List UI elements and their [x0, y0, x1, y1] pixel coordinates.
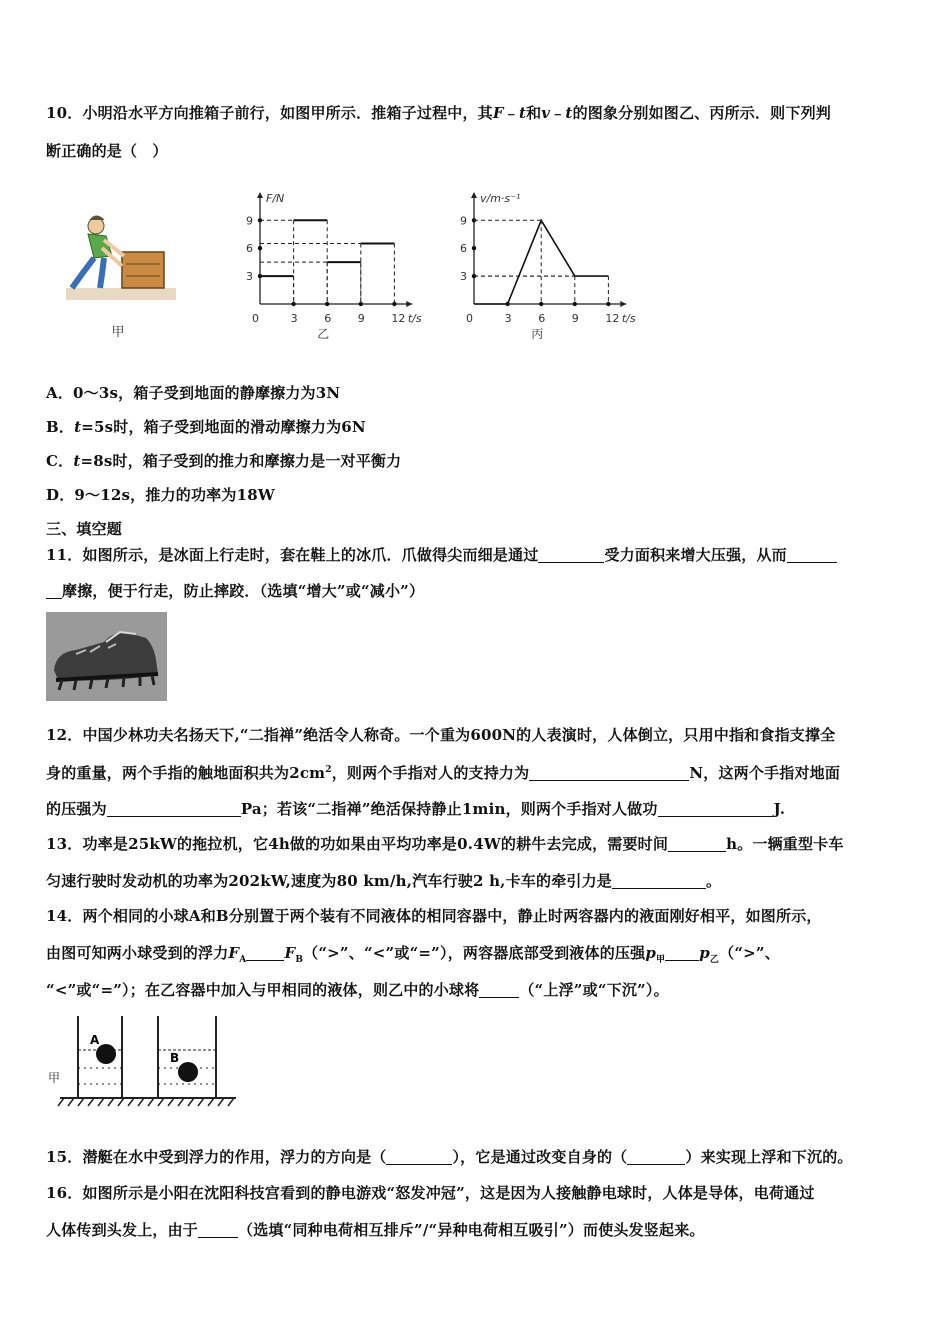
y-axis-arrow [471, 192, 477, 198]
q11-blank-1[interactable] [538, 547, 604, 563]
y-axis-label: F/N [266, 192, 285, 205]
q15-blank-direction[interactable] [386, 1149, 452, 1165]
q13-line1: 13．功率是25kW的拖拉机，它4h做的功如果由平均功率是0.4W的耕牛去完成，需要时间 h。一辆重型卡车 [46, 835, 844, 853]
q14-blank-motion[interactable] [479, 982, 519, 998]
x-tick-label: 6 [324, 312, 332, 325]
q10-line2: 断正确的是（ ） [46, 142, 168, 160]
y-tick-label: 3 [246, 270, 253, 284]
q11-line1: 11．如图所示，是冰面上行走时，套在鞋上的冰爪．爪做得尖而细是通过 受力面积来增大压强，从而 [46, 544, 837, 565]
x-axis-label: t/s [407, 312, 422, 325]
q10-line1: 10．小明沿水平方向推箱子前行，如图甲所示．推箱子过程中，其F﹣t和v﹣t的图象分别如图乙、丙所示．则下列判 [46, 104, 831, 122]
x-tick-label: 9 [571, 312, 579, 325]
x-tick-label: 9 [357, 312, 365, 325]
x-tick-label: 0 [252, 312, 259, 325]
two-containers-figure [46, 1012, 246, 1116]
q11-blank-2[interactable] [787, 547, 837, 563]
q13-blank-force[interactable] [612, 873, 706, 889]
q10-option-a: A．0～3s，箱子受到地面的静摩擦力为3N [46, 384, 341, 402]
q11-line2: 摩擦，便于行走，防止摔跤．（选填“增大”或“减小”） [46, 580, 424, 601]
chart-caption: 丙 [531, 327, 544, 341]
x-tick-label: 3 [290, 312, 298, 325]
x-tick-dot [573, 302, 577, 306]
y-axis-arrow [257, 192, 263, 198]
y-axis-label: v/m·s⁻¹ [480, 192, 521, 205]
x-tick-dot [606, 302, 610, 306]
chart-caption: 乙 [317, 327, 330, 341]
x-tick-dot [539, 302, 543, 306]
q14-blank-buoyancy[interactable] [246, 945, 284, 961]
q10-option-d: D．9～12s，推力的功率为18W [46, 486, 275, 504]
q13-blank-time[interactable] [668, 836, 726, 852]
q16-line2: 人体传到头发上，由于 （选填“同种电荷相互排斥”/“异种电荷相互吸引”）而使头发竖起来。 [46, 1221, 705, 1239]
q12-line1: 12．中国少林功夫名扬天下,“二指禅”绝活令人称奇。一个重为600N的人表演时，人体倒立，只用中指和食指支撑全 [46, 726, 836, 744]
q12-line2: 身的重量，两个手指的触地面积共为$2cm^2$，则两个手指对人的支持力为 N，这两个手指对地面 [46, 764, 841, 782]
container-jia-label: 甲 [48, 1071, 61, 1085]
x-axis-arrow [406, 301, 412, 307]
ice-crampon-shoe-image [46, 612, 167, 701]
x-tick-label: 3 [504, 312, 512, 325]
q14-line2: 由图可知两小球受到的浮力$F_A$ $F_B(“>$”、“<”或“=”），两容器底部受到液体的压强$p_甲$ $p_乙(“>$”、 [46, 944, 780, 965]
x-tick-label: 0 [466, 312, 473, 325]
x-tick-dot [291, 302, 295, 306]
q10-option-c: C．t=8s时，箱子受到的推力和摩擦力是一对平衡力 [46, 452, 402, 470]
fig-jia-label: 甲 [111, 325, 125, 340]
q14-blank-pressure[interactable] [665, 945, 699, 961]
x-tick-label: 12 [605, 312, 620, 325]
ball-b [178, 1062, 198, 1082]
box [122, 252, 164, 288]
v-t-chart [452, 188, 652, 343]
q16-line1: 16．如图所示是小阳在沈阳科技宫看到的静电游戏“怒发冲冠”，这是因为人接触静电球时，人体是导体，电荷通过 [46, 1184, 815, 1202]
q14-line1: 14．两个相同的小球A和B分别置于两个装有不同液体的相同容器中，静止时两容器内的液面刚好相平，如图所示， [46, 907, 822, 925]
y-tick-label: 9 [246, 214, 253, 228]
q12-line3: 的压强为 Pa；若该“二指禅”绝活保持静止1min，则两个手指对人做功 J. [46, 800, 786, 818]
y-tick-dot [472, 246, 476, 250]
ball-b-label: B [170, 1051, 180, 1065]
q12-blank-work[interactable] [658, 801, 774, 817]
q12-blank-pressure[interactable] [107, 801, 241, 817]
x-axis-label: t/s [621, 312, 636, 325]
y-tick-label: 6 [460, 242, 467, 256]
floor [66, 288, 176, 300]
q12-blank-force[interactable] [529, 765, 689, 781]
q15-blank-method[interactable] [627, 1149, 685, 1165]
x-tick-dot [325, 302, 329, 306]
x-axis-arrow [620, 301, 626, 307]
q10-option-b: B．t=5s时，箱子受到地面的滑动摩擦力为6N [46, 418, 366, 436]
q16-blank[interactable] [198, 1222, 238, 1238]
q14-line3: “<”或“=”）；在乙容器中加入与甲相同的液体，则乙中的小球将 （“上浮”或“下沉”）。 [46, 981, 669, 999]
q11-blank-2-cont [46, 583, 62, 599]
ball-a-label: A [90, 1033, 100, 1047]
f-t-chart [238, 188, 438, 343]
y-tick-dot [258, 246, 262, 250]
section-title: 三、填空题 [46, 520, 123, 538]
q15-line1: 15．潜艇在水中受到浮力的作用，浮力的方向是（ ），它是通过改变自身的（ ）来实现上浮和下沉的。 [46, 1148, 853, 1166]
y-tick-label: 9 [460, 214, 467, 228]
q13-line2: 匀速行驶时发动机的功率为202kW,速度为80 km/h,汽车行驶2 h,卡车的牵引力是 。 [46, 872, 722, 890]
x-tick-label: 6 [538, 312, 546, 325]
boy-pushing-box-figure [60, 212, 185, 342]
x-tick-label: 12 [391, 312, 406, 325]
y-tick-label: 6 [246, 242, 253, 256]
ball-a [96, 1044, 116, 1064]
y-tick-label: 3 [460, 270, 467, 284]
